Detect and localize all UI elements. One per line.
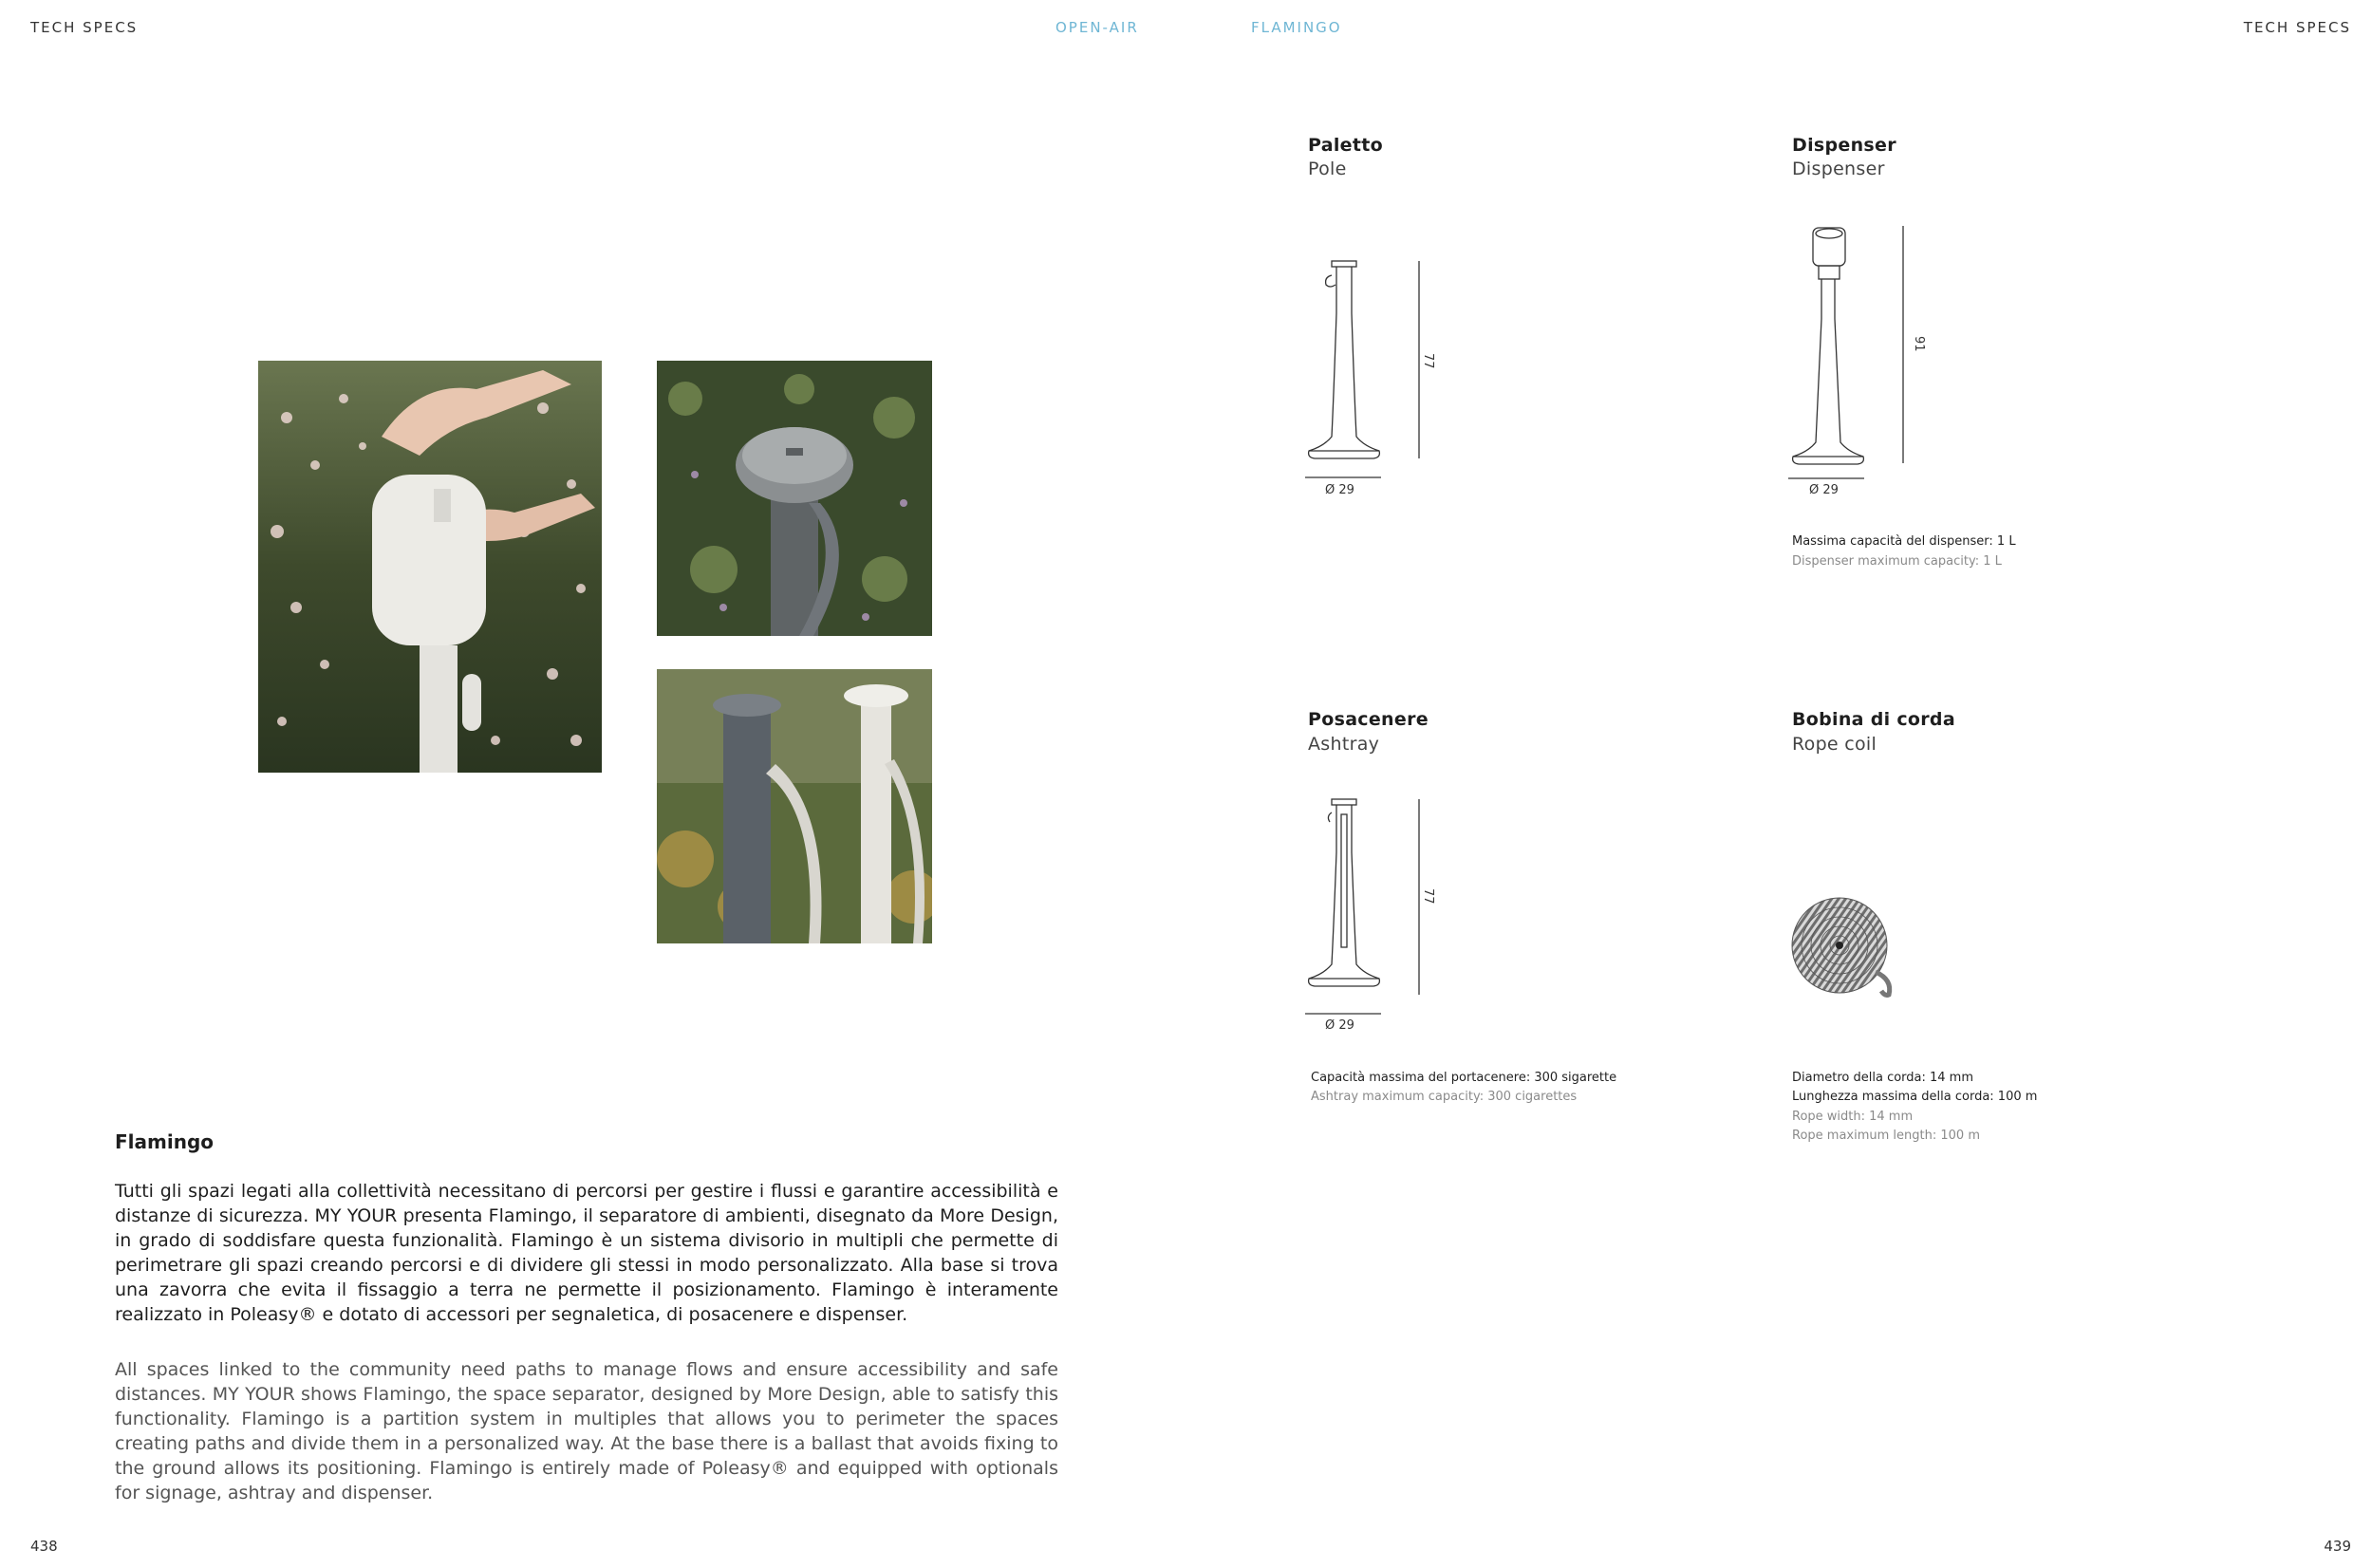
header-section-open-air[interactable]: OPEN-AIR [1055,19,1139,36]
header-right: TECH SPECS [2243,19,2351,36]
ashtray-height-label: 77 [1421,888,1435,905]
ashtray-spec-it: Capacità massima del portacenere: 300 sigarette [1311,1071,1617,1085]
rope-title: Bobina di corda [1792,709,1955,730]
dispenser-drawing [1788,224,1921,499]
rope-spec-en-width: Rope width: 14 mm [1792,1110,1914,1124]
rope-spec-en-length: Rope maximum length: 100 m [1792,1129,1980,1143]
rope-spec-it-width: Diametro della corda: 14 mm [1792,1071,1974,1085]
photo-pole-top [657,361,932,636]
photo-hand-dispenser [258,361,602,773]
pole-title: Paletto [1308,135,1383,156]
ashtray-diameter-label: Ø 29 [1325,1018,1354,1033]
page-number-left: 438 [30,1538,58,1555]
dispenser-spec-en: Dispenser maximum capacity: 1 L [1792,554,2002,569]
ashtray-spec-en: Ashtray maximum capacity: 300 cigarettes [1311,1090,1578,1104]
pole-subtitle: Pole [1308,159,1347,179]
ashtray-drawing [1305,795,1438,1023]
header-left: TECH SPECS [30,19,139,36]
dispenser-spec-it: Massima capacità del dispenser: 1 L [1792,534,2016,549]
ashtray-subtitle: Ashtray [1308,734,1380,755]
page-number-right: 439 [2324,1538,2351,1555]
dispenser-title: Dispenser [1792,135,1896,156]
dispenser-diameter-label: Ø 29 [1809,483,1839,497]
rope-subtitle: Rope coil [1792,734,1877,755]
header-section-flamingo[interactable]: FLAMINGO [1251,19,1342,36]
description-english: All spaces linked to the community need paths to manage flows and ensure accessibility and safe distances. MY YOUR shows Flamingo, the space separator, designed by More Design, able to satisfy this functionality. Flamingo is a partition system in multiples that allows you to perimeter the spaces creating paths and divide them in a personalized way. At the base there is a ballast that avoids fixing to the ground allows its positioning. Flamingo is entirely made of Poleasy® and equipped with optionals for signage, ashtray and dispenser. [115,1359,1058,1503]
photo-poles-rope [657,669,932,943]
pole-height-label: 77 [1421,353,1435,369]
dispenser-subtitle: Dispenser [1792,159,1885,179]
pole-drawing [1305,256,1438,503]
ashtray-title: Posacenere [1308,709,1429,730]
description-italian: Tutti gli spazi legati alla collettività necessitano di percorsi per gestire i flussi e garantire accessibilità e distanze di sicurezza. MY YOUR presenta Flamingo, il separatore di ambienti, disegnato da More Design, in grado di soddisfare questa funzionalità. Flamingo è un sistema divisorio in multipli che permette di perimetrare gli spazi creando percorsi e di dividere gli stessi in modo personalizzato. Alla base si trova una zavorra che evita il fissaggio a terra ne permette il posizionamento. Flamingo è interamente realizzato in Poleasy® e dotato di accessori per segnaletica, di posacenere e dispenser. [115,1181,1058,1325]
pole-diameter-label: Ø 29 [1325,483,1354,497]
rope-coil-drawing [1790,896,1904,1000]
description-title: Flamingo [115,1130,215,1153]
rope-spec-it-length: Lunghezza massima della corda: 100 m [1792,1090,2038,1104]
dispenser-height-label: 91 [1912,336,1926,352]
